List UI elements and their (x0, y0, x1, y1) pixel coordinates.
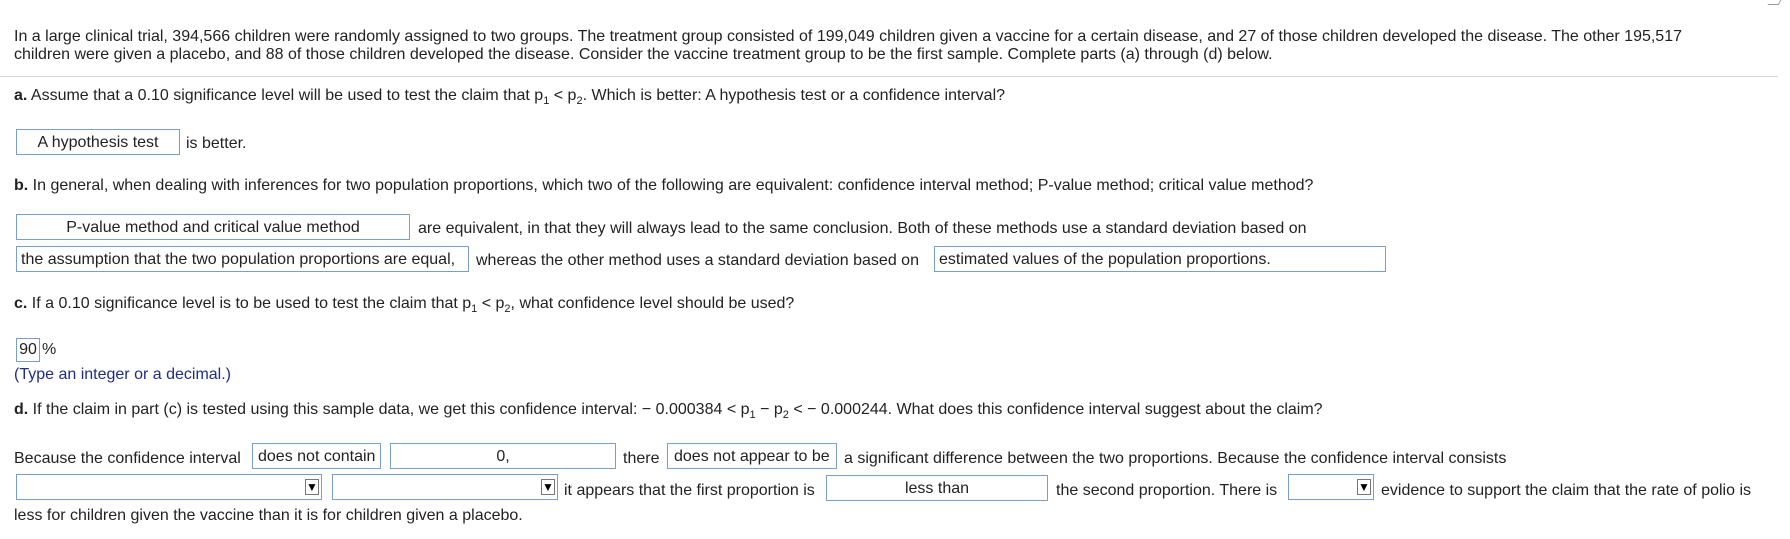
sub-2: 2 (782, 409, 789, 421)
part-b-question (14, 176, 1313, 196)
part-d-question (14, 400, 1323, 420)
part-a-suffix: is better. (186, 135, 247, 152)
part-b-text-1: are equivalent, in that they will always lead to the same conclusion. Both of these methods use a standard deviation based on (418, 220, 1307, 237)
part-c-label: c. (14, 295, 28, 312)
intro-line-1: In a large clinical trial, 394,566 children were randomly assigned to two groups. The treatment group consisted of 199,049 children given a vaccine for a certain disease, and 27 of those children developed the disease. The other 195,517 (14, 28, 1682, 45)
part-d-text-3: a significant difference between the two proportions. Because the confidence interval consists (844, 450, 1507, 467)
part-d-text-4: it appears that the first proportion is (564, 482, 815, 499)
part-a-question (14, 86, 1005, 106)
part-a-q-pre: Assume that a 0.10 significance level will be used to test the claim that p (30, 87, 544, 104)
part-a-q-post: . Which is better: A hypothesis test or a confidence interval? (582, 87, 1006, 104)
part-a-q-mid: < p (553, 87, 577, 104)
part-d-q-pre: If the claim in part (c) is tested using this sample data, we get this confidence interval: − 0.000384 < p (32, 401, 750, 418)
part-d-answer-1[interactable]: does not contain (252, 443, 381, 469)
sub-1: 1 (749, 409, 756, 421)
part-d-answer-2[interactable]: 0, (390, 443, 616, 469)
part-a-label: a. (14, 87, 28, 104)
part-d-q-post: < − 0.000244. What does this confidence interval suggest about the claim? (788, 401, 1323, 418)
part-d-text-6: evidence to support the claim that the rate of polio is (1381, 482, 1751, 499)
part-d-text-5: the second proportion. There is (1056, 482, 1278, 499)
part-b-text-2: whereas the other method uses a standard deviation based on (476, 252, 919, 269)
corner-decoration (1768, 0, 1782, 5)
part-d-text-2: there (623, 450, 660, 467)
part-c-answer-box[interactable]: 90 (16, 338, 40, 362)
sub-1: 1 (543, 95, 550, 107)
sub-1: 1 (471, 303, 478, 315)
part-d-label: d. (14, 401, 29, 418)
part-b-q-text: In general, when dealing with inferences for two population proportions, which two of the following are equivalent: confidence interval method; P-value method; critical value method? (32, 177, 1314, 194)
part-d-dropdown-3[interactable] (1288, 474, 1374, 500)
chevron-down-icon: ▼ (1355, 475, 1373, 499)
part-c-q-post: , what confidence level should be used? (510, 295, 795, 312)
chevron-down-icon: ▼ (539, 475, 557, 499)
part-c-unit: % (42, 341, 57, 358)
part-c-q-mid: < p (481, 295, 505, 312)
part-d-text-7: less for children given the vaccine than it is for children given a placebo. (14, 507, 523, 524)
part-d-q-mid: − p (755, 401, 783, 418)
part-d-dropdown-2[interactable] (332, 474, 558, 500)
sub-2: 2 (504, 303, 511, 315)
part-c-question (14, 294, 794, 314)
chevron-down-icon: ▼ (303, 475, 321, 499)
part-d-text-1: Because the confidence interval (14, 450, 241, 467)
part-d-answer-4[interactable]: less than (826, 475, 1048, 501)
sub-2: 2 (576, 95, 583, 107)
part-d-answer-3[interactable]: does not appear to be (667, 443, 837, 469)
part-b-answer-3[interactable]: estimated values of the population proportions. (934, 246, 1386, 272)
part-c-hint: (Type an integer or a decimal.) (14, 366, 231, 383)
part-b-label: b. (14, 177, 29, 194)
intro-line-2: children were given a placebo, and 88 of those children developed the disease. Consider the vaccine treatment group to be the first sample. Complete parts (a) through (d) below. (14, 46, 1273, 63)
part-a-answer-box[interactable]: A hypothesis test (16, 129, 180, 155)
part-b-answer-2[interactable]: the assumption that the two population proportions are equal, (16, 246, 469, 272)
part-b-answer-1[interactable]: P-value method and critical value method (16, 214, 410, 240)
separator (0, 76, 1778, 77)
part-c-q-pre: If a 0.10 significance level is to be used to test the claim that p (31, 295, 472, 312)
part-d-dropdown-1[interactable] (16, 474, 322, 500)
